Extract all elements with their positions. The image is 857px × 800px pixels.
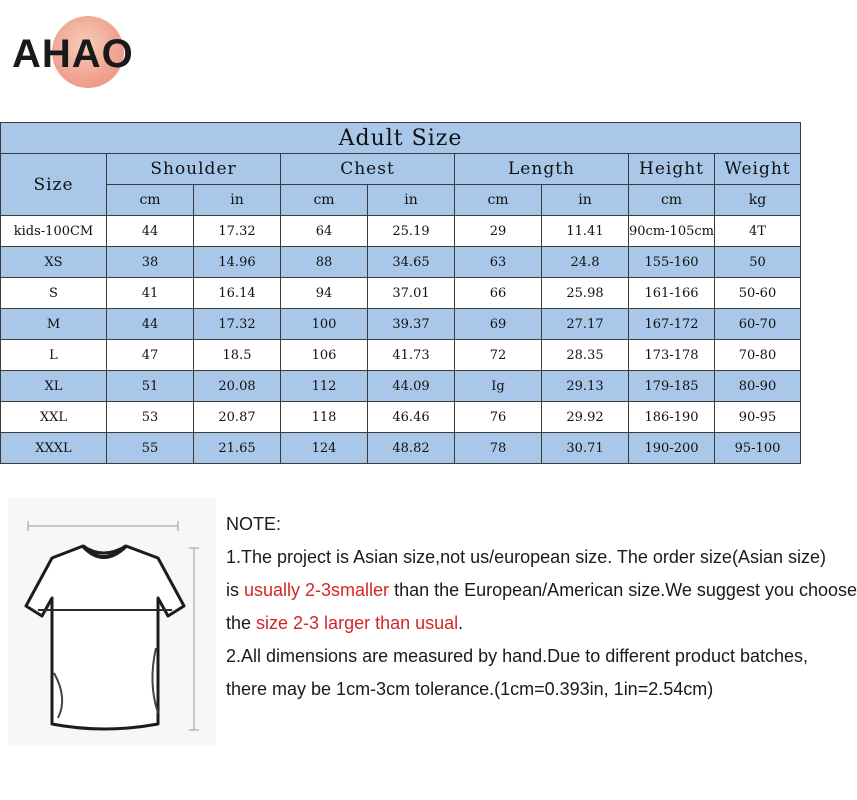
table-cell: 47 bbox=[107, 340, 194, 371]
table-row bbox=[1, 340, 801, 371]
table-cell: 44.09 bbox=[368, 371, 455, 402]
note-line-2-prefix: is bbox=[226, 580, 244, 600]
size-label-cell: XL bbox=[1, 371, 107, 402]
note-line-2-rest: than the European/American size.We suggest you choose bbox=[389, 580, 857, 600]
table-cell: 17.32 bbox=[194, 309, 281, 340]
unit-cell: in bbox=[542, 185, 629, 216]
table-row bbox=[1, 216, 801, 247]
table-cell: 88 bbox=[281, 247, 368, 278]
tshirt-icon bbox=[8, 498, 216, 746]
table-cell: 76 bbox=[455, 402, 542, 433]
table-cell: 90cm-105cm bbox=[629, 216, 715, 247]
table-cell: 112 bbox=[281, 371, 368, 402]
table-cell: 72 bbox=[455, 340, 542, 371]
size-rows bbox=[1, 216, 801, 464]
table-row bbox=[1, 433, 801, 464]
unit-cell: in bbox=[194, 185, 281, 216]
unit-cell: in bbox=[368, 185, 455, 216]
logo-text: AHAO bbox=[12, 32, 134, 76]
note-heading: NOTE: bbox=[226, 514, 282, 534]
table-cell: 28.35 bbox=[542, 340, 629, 371]
table-row bbox=[1, 247, 801, 278]
size-label-cell: kids-100CM bbox=[1, 216, 107, 247]
group-header-weight: Weight bbox=[715, 154, 801, 185]
table-cell: 29.13 bbox=[542, 371, 629, 402]
table-cell: 155-160 bbox=[629, 247, 715, 278]
brand-logo bbox=[10, 8, 160, 98]
note-line-1: 1.The project is Asian size,not us/european size. The order size(Asian size) bbox=[226, 547, 826, 567]
table-cell: 21.65 bbox=[194, 433, 281, 464]
table-cell: 16.14 bbox=[194, 278, 281, 309]
note-line-3 bbox=[226, 607, 796, 640]
unit-cell: cm bbox=[629, 185, 715, 216]
table-cell: 186-190 bbox=[629, 402, 715, 433]
table-cell: 11.41 bbox=[542, 216, 629, 247]
table-cell: 41.73 bbox=[368, 340, 455, 371]
notes-text bbox=[226, 508, 857, 706]
table-cell: 34.65 bbox=[368, 247, 455, 278]
size-label-cell: XXXL bbox=[1, 433, 107, 464]
table-cell: 18.5 bbox=[194, 340, 281, 371]
group-header-shoulder: Shoulder bbox=[107, 154, 281, 185]
table-cell: 20.87 bbox=[194, 402, 281, 433]
note-line-3-rest: . bbox=[458, 613, 464, 633]
size-label-cell: M bbox=[1, 309, 107, 340]
table-cell: 20.08 bbox=[194, 371, 281, 402]
size-header: Size bbox=[1, 154, 107, 216]
table-cell: 50-60 bbox=[715, 278, 801, 309]
table-cell: 64 bbox=[281, 216, 368, 247]
note-line-5: there may be 1cm-3cm tolerance.(1cm=0.393in, 1in=2.54cm) bbox=[226, 679, 714, 699]
table-cell: 39.37 bbox=[368, 309, 455, 340]
table-cell: 29.92 bbox=[542, 402, 629, 433]
table-cell: 27.17 bbox=[542, 309, 629, 340]
note-line-2 bbox=[226, 574, 857, 607]
size-label-cell: L bbox=[1, 340, 107, 371]
table-cell: 46.46 bbox=[368, 402, 455, 433]
group-header-chest: Chest bbox=[281, 154, 455, 185]
tshirt-measurement-illustration bbox=[8, 498, 216, 746]
table-cell: 44 bbox=[107, 216, 194, 247]
unit-cell: cm bbox=[107, 185, 194, 216]
table-cell: Ig bbox=[455, 371, 542, 402]
unit-cell: cm bbox=[455, 185, 542, 216]
note-section bbox=[0, 488, 857, 800]
table-cell: 118 bbox=[281, 402, 368, 433]
table-cell: 30.71 bbox=[542, 433, 629, 464]
table-row bbox=[1, 309, 801, 340]
table-cell: 25.98 bbox=[542, 278, 629, 309]
table-cell: 44 bbox=[107, 309, 194, 340]
table-cell: 106 bbox=[281, 340, 368, 371]
table-cell: 124 bbox=[281, 433, 368, 464]
size-label-cell: XS bbox=[1, 247, 107, 278]
table-cell: 95-100 bbox=[715, 433, 801, 464]
table-cell: 51 bbox=[107, 371, 194, 402]
table-cell: 94 bbox=[281, 278, 368, 309]
table-cell: 69 bbox=[455, 309, 542, 340]
table-cell: 14.96 bbox=[194, 247, 281, 278]
table-cell: 29 bbox=[455, 216, 542, 247]
table-cell: 66 bbox=[455, 278, 542, 309]
note-line-3-highlight: size 2-3 larger than usual bbox=[256, 613, 459, 633]
unit-cell: cm bbox=[281, 185, 368, 216]
note-line-3-prefix: the bbox=[226, 613, 257, 633]
table-cell: 161-166 bbox=[629, 278, 715, 309]
table-cell: 60-70 bbox=[715, 309, 801, 340]
table-row bbox=[1, 371, 801, 402]
size-label-cell: XXL bbox=[1, 402, 107, 433]
table-cell: 100 bbox=[281, 309, 368, 340]
table-cell: 41 bbox=[107, 278, 194, 309]
table-row bbox=[1, 278, 801, 309]
size-label-cell: S bbox=[1, 278, 107, 309]
unit-cell: kg bbox=[715, 185, 801, 216]
table-cell: 55 bbox=[107, 433, 194, 464]
table-cell: 179-185 bbox=[629, 371, 715, 402]
table-title: Adult Size bbox=[1, 123, 801, 154]
table-cell: 80-90 bbox=[715, 371, 801, 402]
table-cell: 17.32 bbox=[194, 216, 281, 247]
note-line-4: 2.All dimensions are measured by hand.Due to different product batches, bbox=[226, 646, 809, 666]
group-header-length: Length bbox=[455, 154, 629, 185]
size-chart-table bbox=[0, 122, 801, 464]
table-cell: 50 bbox=[715, 247, 801, 278]
table-cell: 37.01 bbox=[368, 278, 455, 309]
table-cell: 63 bbox=[455, 247, 542, 278]
table-cell: 90-95 bbox=[715, 402, 801, 433]
group-header-height: Height bbox=[629, 154, 715, 185]
table-cell: 48.82 bbox=[368, 433, 455, 464]
table-cell: 53 bbox=[107, 402, 194, 433]
table-cell: 70-80 bbox=[715, 340, 801, 371]
table-row bbox=[1, 402, 801, 433]
table-cell: 4T bbox=[715, 216, 801, 247]
table-cell: 38 bbox=[107, 247, 194, 278]
table-cell: 190-200 bbox=[629, 433, 715, 464]
table-cell: 173-178 bbox=[629, 340, 715, 371]
table-cell: 25.19 bbox=[368, 216, 455, 247]
table-cell: 24.8 bbox=[542, 247, 629, 278]
note-line-2-highlight: usually 2-3smaller bbox=[244, 580, 390, 600]
table-cell: 167-172 bbox=[629, 309, 715, 340]
table-cell: 78 bbox=[455, 433, 542, 464]
